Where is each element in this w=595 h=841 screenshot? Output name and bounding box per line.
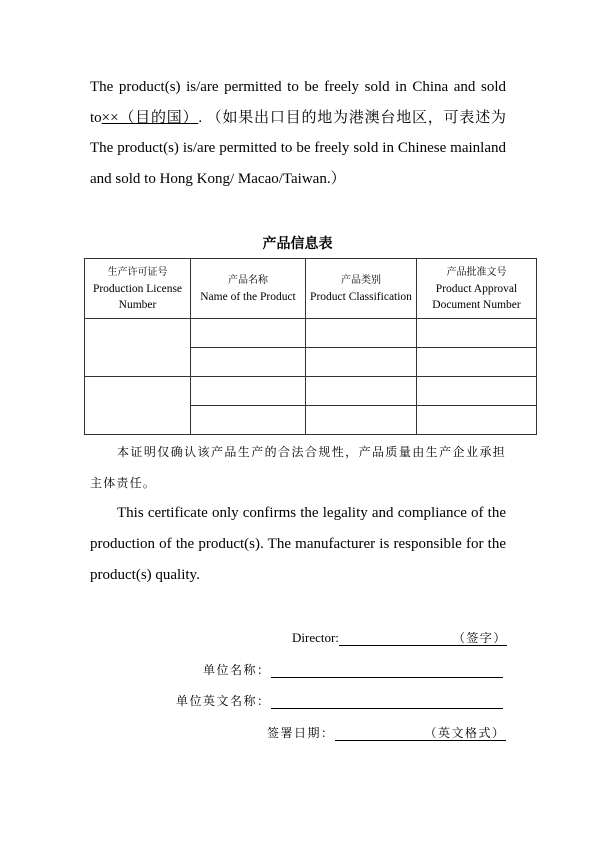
header-cn: 产品名称: [228, 274, 268, 286]
director-signature-note: （签字）: [452, 631, 507, 645]
table-cell[interactable]: [417, 319, 537, 348]
table-title: 产品信息表: [262, 236, 333, 252]
table-cell[interactable]: [191, 406, 306, 435]
intro-text-part1: The product(s) is/are permitted to be freely sold in China and sold to: [90, 79, 506, 126]
unit-name-field[interactable]: [271, 663, 503, 678]
director-signature-line: [292, 629, 507, 646]
unit-english-name-label: 单位英文名称：: [176, 694, 271, 708]
statement-english: This certificate only confirms the legality and compliance of the production of the product(s). The manufacturer is responsible for the product(s) quality.: [90, 505, 506, 583]
unit-name-label: 单位名称：: [203, 663, 271, 677]
table-cell[interactable]: [417, 348, 537, 377]
header-production-license-number: [85, 259, 191, 319]
product-info-table: [84, 258, 537, 435]
header-product-approval-number: [417, 259, 537, 319]
header-en: Product Classification: [310, 290, 412, 303]
table-cell[interactable]: [191, 348, 306, 377]
header-cn: 产品类别: [341, 274, 381, 286]
table-cell[interactable]: [306, 377, 417, 406]
intro-paragraph: [90, 72, 506, 194]
statement-chinese: 本证明仅确认该产品生产的合法合规性，产品质量由生产企业承担主体责任。: [90, 445, 506, 490]
target-country-placeholder: ××（目的国）: [101, 109, 199, 126]
table-cell[interactable]: [306, 406, 417, 435]
unit-english-name-field[interactable]: [271, 694, 503, 709]
header-en: Name of the Product: [200, 290, 296, 303]
sign-date-label: 签署日期：: [267, 726, 335, 740]
table-cell[interactable]: [306, 348, 417, 377]
table-cell[interactable]: [417, 406, 537, 435]
header-cn: 产品批准文号: [446, 266, 507, 278]
director-signature-field[interactable]: [339, 631, 453, 646]
table-cell[interactable]: [191, 377, 306, 406]
director-label: Director:: [292, 630, 339, 645]
header-product-classification: [306, 259, 417, 319]
intro-text-part2: . （如果出口目的地为港澳台地区，可表述为 The product(s) is/are permitted to be freely sold in Chinese mainland and sold to Hong Kong/ Macao/Taiwan.）: [90, 109, 506, 187]
license-cell[interactable]: [85, 377, 191, 435]
unit-english-name-line: [176, 692, 503, 709]
header-cn: 生产许可证号: [107, 266, 168, 278]
header-product-name: [191, 259, 306, 319]
table-cell[interactable]: [306, 319, 417, 348]
unit-name-line: [203, 661, 503, 678]
table-cell[interactable]: [191, 319, 306, 348]
table-row: [85, 377, 537, 406]
sign-date-field[interactable]: [335, 726, 425, 741]
header-en: Product Approval Document Number: [432, 282, 521, 311]
table-row: [85, 319, 537, 348]
table-cell[interactable]: [417, 377, 537, 406]
table-header-row: [85, 259, 537, 319]
header-en: Production License Number: [92, 282, 183, 311]
sign-date-line: [267, 724, 506, 741]
license-cell[interactable]: [85, 319, 191, 377]
sign-date-note: （英文格式）: [424, 726, 506, 740]
